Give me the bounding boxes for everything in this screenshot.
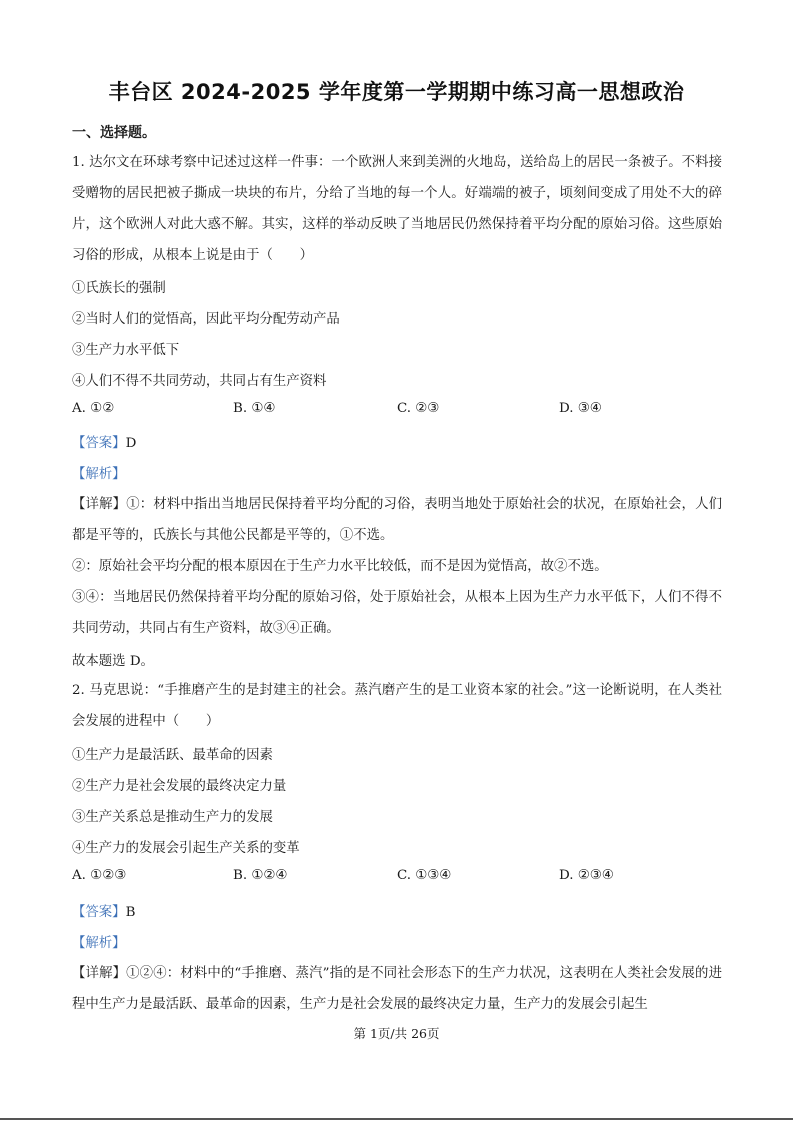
q1-detail-1-text: ①：材料中指出当地居民保持着平均分配的习俗，表明当地处于原始社会的状况，在原始社会，人们都是平等的，氏族长与其他公民都是平等的，①不选。: [72, 497, 723, 543]
q1-option-c: C. ②③: [397, 401, 440, 416]
q1-option-b: B. ①④: [233, 401, 276, 416]
q1-statement-1: ①氏族长的强制: [72, 281, 166, 296]
q2-option-a: A. ①②③: [72, 868, 127, 883]
bottom-divider: [0, 1118, 793, 1120]
document-title: 丰台区 2024-2025 学年度第一学期期中练习高一思想政治: [108, 80, 685, 104]
q2-statement-3: ③生产关系总是推动生产力的发展: [72, 810, 273, 825]
q2-statement-4: ④生产力的发展会引起生产关系的变革: [72, 841, 300, 856]
q2-answer-tag: 【答案】: [72, 905, 126, 920]
q1-statement-3: ③生产力水平低下: [72, 343, 180, 358]
q1-answer: [72, 432, 136, 451]
q1-conclusion: 故本题选 D。: [72, 654, 154, 669]
q2-option-b: B. ①②④: [233, 868, 288, 883]
q2-option-c: C. ①③④: [397, 868, 452, 883]
q1-analysis-tag: 【解析】: [72, 467, 126, 482]
q1-options: [72, 401, 732, 421]
q1-option-a: A. ①②: [72, 401, 115, 416]
q2-answer-value: B: [125, 905, 136, 920]
q1-detail-tag: 【详解】: [72, 497, 127, 512]
q2-answer: [72, 901, 135, 920]
question-1-stem: 1. 达尔文在环球考察中记述过这样一件事：一个欧洲人来到美洲的火地岛，送给岛上的居民一条被子。不料接受赠物的居民把被子撕成一块块的布片，分给了当地的每一个人。好端端的被子，顷刻间变成了用处不大的碎片，这个欧洲人对此大惑不解。其实，这样的举动反映了当地居民仍然保持着平均分配的原始习俗。这些原始习俗的形成，从根本上说是由于（ ）: [72, 155, 722, 263]
q2-statement-2: ②生产力是社会发展的最终决定力量: [72, 779, 287, 794]
q1-detail-3: ③④：当地居民仍然保持着平均分配的原始习俗，处于原始社会，从根本上因为生产力水平低下，人们不得不共同劳动，共同占有生产资料，故③④正确。: [72, 590, 722, 636]
q1-answer-value: D: [125, 436, 137, 451]
section-heading: 一、选择题。: [72, 125, 156, 141]
q2-detail-1-text: ①②④：材料中的“手推磨、蒸汽”指的是不同社会形态下的生产力状况，这表明在人类社会发展的进程中生产力是最活跃、最革命的因素，生产力是社会发展的最终决定力量，生产力的发展会引起生: [72, 966, 722, 1012]
q1-answer-tag: 【答案】: [72, 436, 126, 451]
question-2-stem: 2. 马克思说：“手推磨产生的是封建主的社会。蒸汽磨产生的是工业资本家的社会。”这一论断说明，在人类社会发展的进程中（ ）: [72, 683, 722, 729]
q2-statement-1: ①生产力是最活跃、最革命的因素: [72, 748, 273, 763]
q2-options: [72, 868, 732, 888]
page-footer: 第 1页/共 26页: [353, 1026, 440, 1041]
q2-detail-tag: 【详解】: [72, 966, 127, 981]
q1-statement-4: ④人们不得不共同劳动，共同占有生产资料: [72, 374, 327, 389]
q2-detail-1: [72, 958, 722, 1020]
q2-analysis-tag: 【解析】: [72, 936, 126, 951]
q2-option-d: D. ②③④: [559, 868, 614, 883]
q1-statement-2: ②当时人们的觉悟高，因此平均分配劳动产品: [72, 312, 340, 327]
q1-detail-1: [72, 489, 722, 551]
q1-option-d: D. ③④: [559, 401, 602, 416]
q1-detail-2: ②：原始社会平均分配的根本原因在于生产力水平比较低，而不是因为觉悟高，故②不选。: [72, 559, 608, 574]
